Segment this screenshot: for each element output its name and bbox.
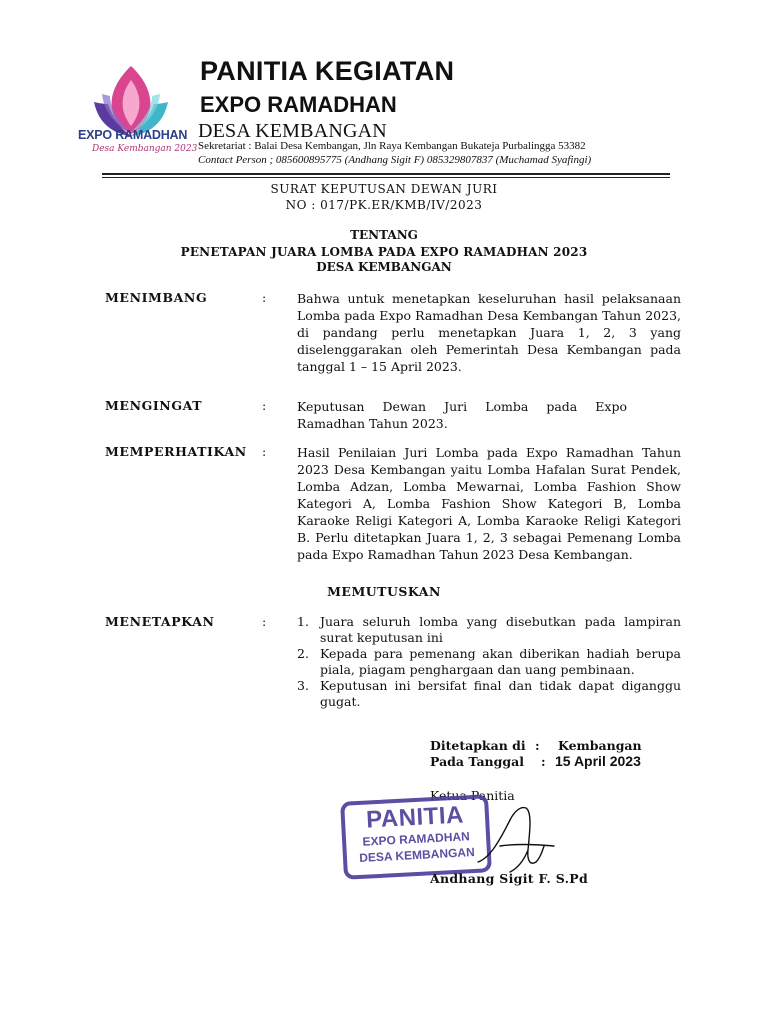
decision-item [297, 678, 681, 710]
decision-text: Juara seluruh lomba yang disebutkan pada lampiran surat keputusan ini [320, 614, 681, 645]
memutuskan-heading: MEMUTUSKAN [327, 584, 441, 599]
logo-title: EXPO RAMADHAN [78, 128, 188, 142]
letterhead-subtitle: EXPO RAMADHAN [200, 92, 397, 117]
tentang-heading: TENTANG [350, 228, 418, 242]
decision-text: Keputusan ini bersifat final dan tidak dapat diganggu gugat. [320, 678, 681, 709]
menetapkan-colon: : [262, 614, 267, 629]
place-value: Kembangan [558, 738, 642, 753]
document-number: NO : 017/PK.ER/KMB/IV/2023 [285, 198, 483, 212]
decision-number: 2. [297, 646, 309, 661]
letterhead-title: PANITIA KEGIATAN [200, 56, 455, 86]
menetapkan-label: MENETAPKAN [105, 614, 215, 629]
header-divider-thin [102, 177, 670, 178]
place-label: Ditetapkan di [430, 738, 526, 753]
memperhatikan-colon: : [262, 444, 267, 459]
header-divider-thick [102, 173, 670, 175]
signer-name: Andhang Sigit F. S.Pd [430, 871, 588, 886]
decision-number: 3. [297, 678, 309, 693]
stamp-line-1: PANITIA [365, 801, 465, 834]
signer-role: Ketua Panitia [430, 788, 515, 803]
date-value: 15 April 2023 [555, 753, 641, 769]
decision-item [297, 614, 681, 646]
memperhatikan-text: Hasil Penilaian Juri Lomba pada Expo Ramadhan Tahun 2023 Desa Kembangan yaitu Lomba Hafalan Surat Pendek, Lomba Adzan, Lomba Mewarnai, Lomba Fashion Show Kategori A, Lomba Fashion Show Kategori B, Lomba Karaoke Religi Kategori A, Lomba Karaoke Religi Kategori B. Perlu ditetapkan Juara 1, 2, 3 sebagai Pemenang Lomba pada Expo Ramadhan Tahun 2023 Desa Kembangan. [297, 445, 681, 562]
memperhatikan-label: MEMPERHATIKAN [105, 444, 247, 459]
subject-line-2: DESA KEMBANGAN [316, 260, 452, 274]
mengingat-colon: : [262, 398, 267, 413]
handwritten-signature [470, 800, 560, 880]
menimbang-text: Bahwa untuk menetapkan keseluruhan hasil pelaksanaan Lomba pada Expo Ramadhan Desa Kembangan Tahun 2023, di pandang perlu menetapkan Juara 1, 2, 3 yang diselenggarakan oleh Pemerintah Desa Kembangan pada tanggal 1 – 15 April 2023. [297, 291, 681, 374]
menimbang-label: MENIMBANG [105, 290, 208, 305]
letterhead-address: Sekretariat : Balai Desa Kembangan, Jln Raya Kembangan Bukateja Purbalingga 53382 [198, 140, 586, 152]
decision-number: 1. [297, 614, 309, 629]
letterhead-contact: Contact Person ; 085600895775 (Andhang Sigit F) 085329807837 (Muchamad Syafingi) [198, 154, 592, 166]
menimbang-colon: : [262, 290, 267, 305]
date-colon: : [541, 754, 546, 769]
decision-text: Kepada para pemenang akan diberikan hadiah berupa piala, piagam penghargaan dan uang pembinaan. [320, 646, 681, 677]
decision-item [297, 646, 681, 678]
logo-subtitle: Desa Kembangan 2023 [92, 144, 198, 154]
date-label: Pada Tanggal [430, 754, 524, 769]
stamp-line-2: EXPO RAMADHAN [362, 829, 471, 849]
mengingat-text: Keputusan Dewan Juri Lomba pada Expo Ramadhan Tahun 2023. [297, 399, 627, 431]
place-colon: : [535, 738, 540, 753]
mengingat-label: MENGINGAT [105, 398, 203, 413]
stamp-line-3: DESA KEMBANGAN [358, 844, 476, 865]
decision-list [297, 614, 681, 710]
document-title: SURAT KEPUTUSAN DEWAN JURI [270, 182, 498, 196]
subject-line-1: PENETAPAN JUARA LOMBA PADA EXPO RAMADHAN 2023 [180, 245, 588, 259]
letterhead-place: DESA KEMBANGAN [198, 120, 387, 142]
